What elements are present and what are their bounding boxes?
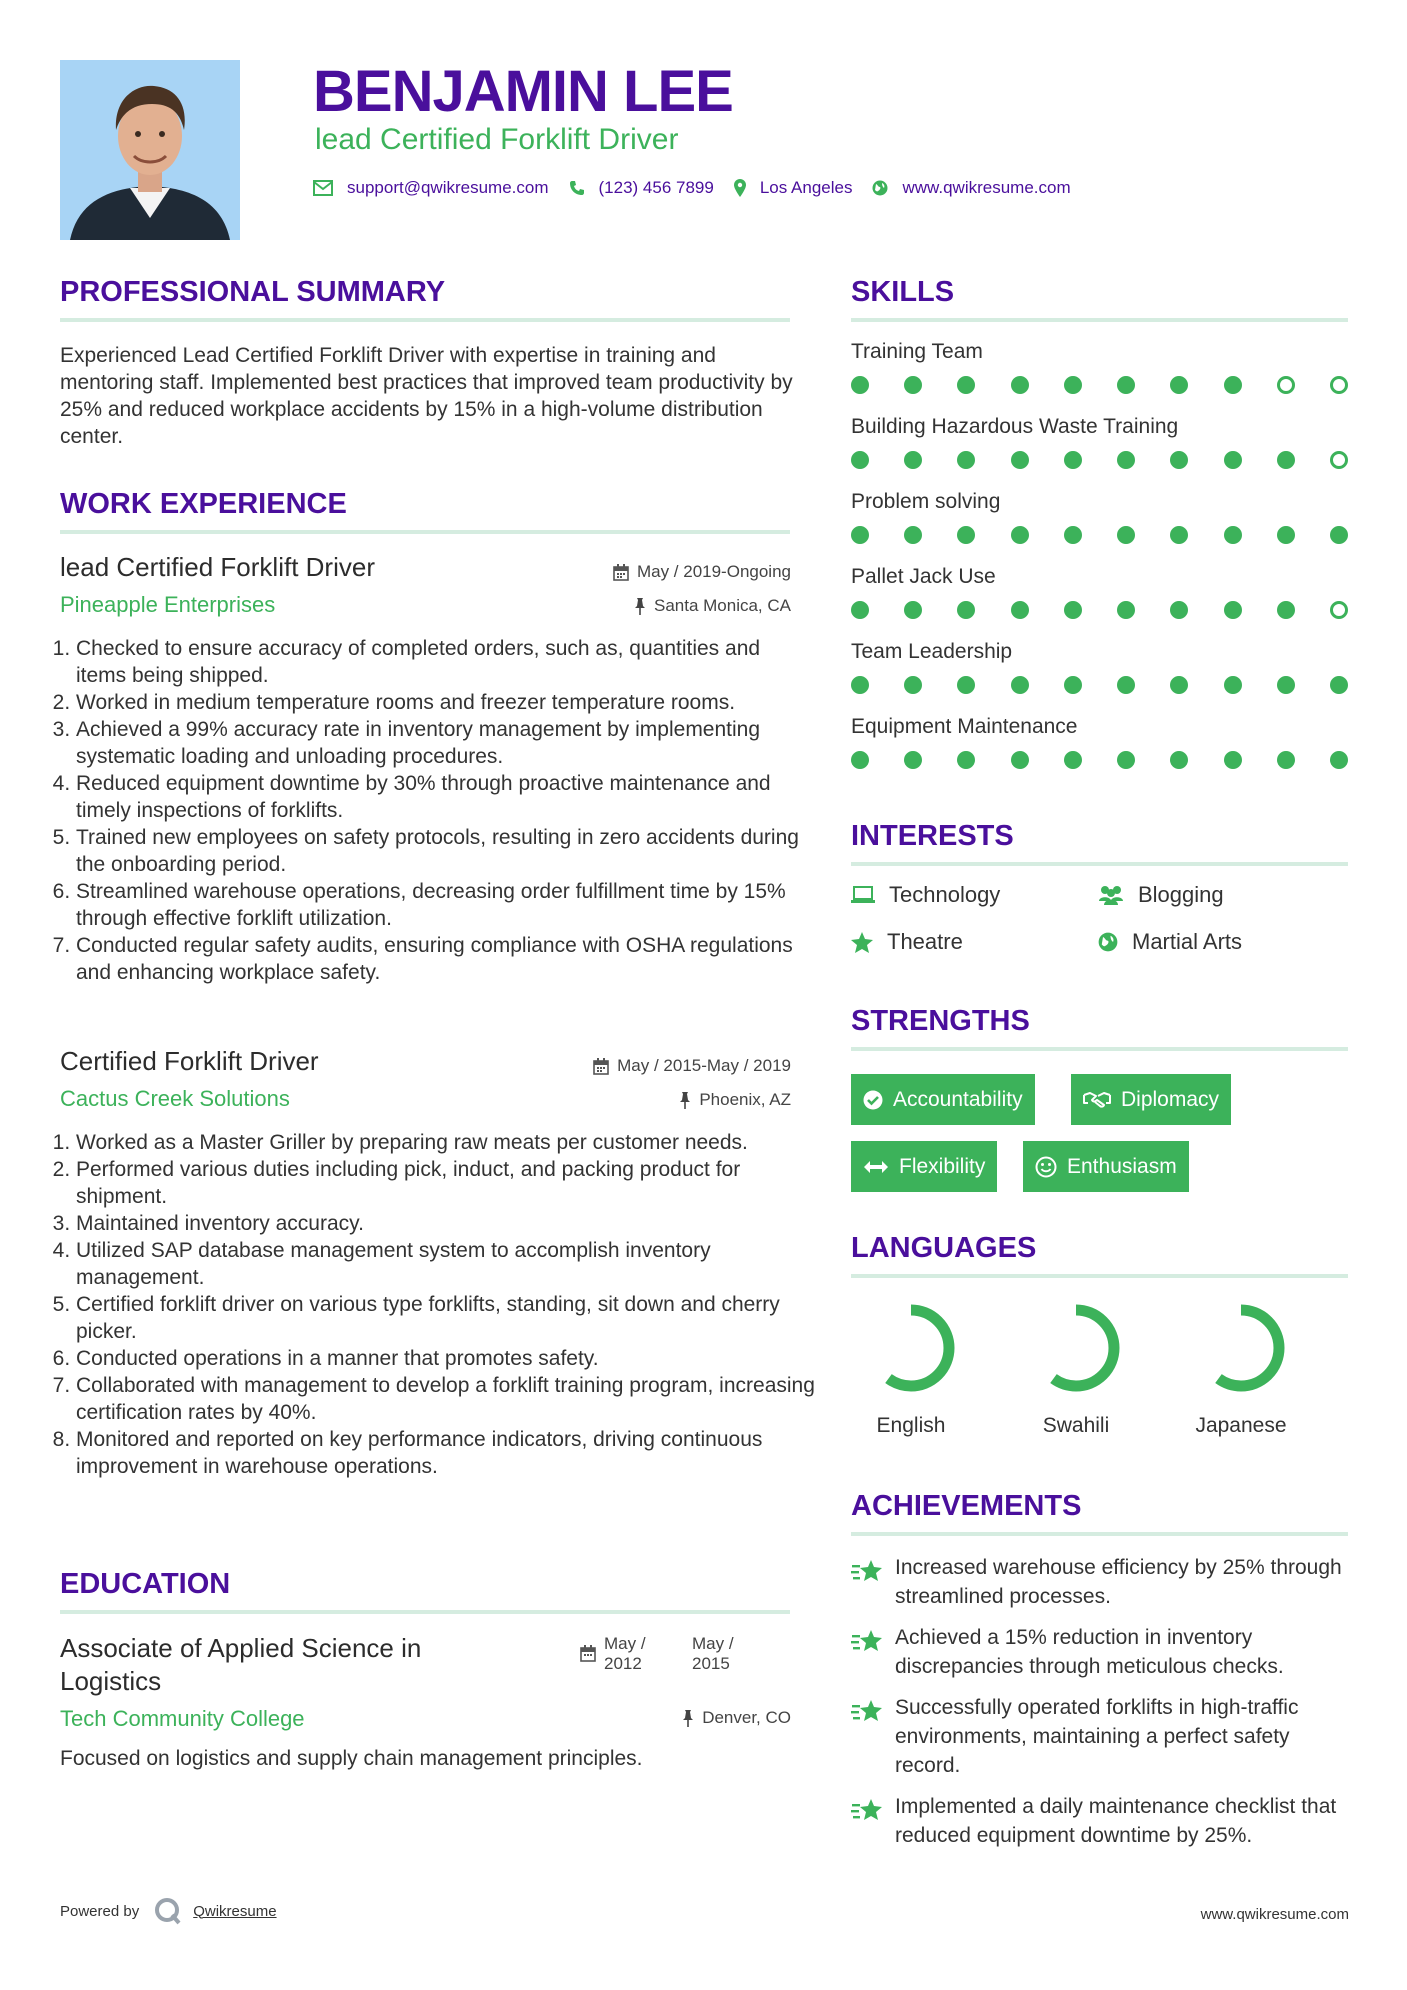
phone-text: (123) 456 7899: [598, 178, 714, 197]
strength-label: Enthusiasm: [1067, 1154, 1177, 1178]
job-responsibilities: [58, 1129, 816, 1480]
rating-dot-filled: [1170, 676, 1188, 694]
email-text: support@qwikresume.com: [347, 178, 549, 197]
rating-dot-empty: [1330, 376, 1348, 394]
shooting-star-icon: [851, 1627, 883, 1653]
rating-dot-filled: [1224, 676, 1242, 694]
skill-name: Pallet Jack Use: [851, 565, 996, 588]
list-item: 6. Streamlined warehouse operations, decreasing order fulfillment time by 15% through effective forklift utilization.: [76, 878, 816, 932]
skill-row: [851, 415, 1348, 490]
skill-name: Team Leadership: [851, 640, 1013, 663]
location-text: Los Angeles: [759, 178, 853, 197]
achievement-text: Achieved a 15% reduction in inventory discrepancies through meticulous checks.: [895, 1626, 1284, 1678]
person-avatar-icon: [60, 60, 240, 240]
smile-icon: [1035, 1156, 1057, 1178]
rating-dot-filled: [1224, 451, 1242, 469]
job-location-text: Santa Monica, CA: [653, 596, 791, 615]
rating-dot-filled: [1170, 526, 1188, 544]
skill-rating: [851, 751, 1348, 769]
list-item: 4. Utilized SAP database management system to accomplish inventory management.: [76, 1237, 816, 1291]
rating-dot-filled: [1117, 751, 1135, 769]
strengths-divider: [851, 1047, 1348, 1051]
rating-dot-empty: [1330, 451, 1348, 469]
job-dates-text: May / 2019-Ongoing: [636, 562, 791, 581]
rating-dot-filled: [904, 376, 922, 394]
profile-photo: [60, 60, 240, 240]
strength-badge: [851, 1141, 997, 1192]
achievement-text: Successfully operated forklifts in high-traffic environments, maintaining a perfect safety record.: [895, 1696, 1299, 1777]
summary-heading: PROFESSIONAL SUMMARY: [60, 276, 446, 308]
job-dates: [460, 562, 791, 582]
job-company: Pineapple Enterprises: [60, 592, 276, 617]
education-divider: [60, 1610, 790, 1614]
skill-name: Equipment Maintenance: [851, 715, 1078, 738]
experience-divider: [60, 530, 790, 534]
rating-dot-filled: [1117, 526, 1135, 544]
skill-row: [851, 715, 1348, 790]
school-name: Tech Community College: [60, 1706, 305, 1731]
interests-heading: INTERESTS: [851, 820, 1014, 852]
strength-badge: [851, 1074, 1035, 1125]
laptop-icon: [851, 886, 875, 904]
list-item: 7. Collaborated with management to develop a forklift training program, increasing certification rates by 40%.: [76, 1372, 816, 1426]
qwikresume-logo-icon: [153, 1896, 183, 1926]
rating-dot-filled: [1224, 751, 1242, 769]
rating-dot-filled: [1277, 451, 1295, 469]
summary-divider: [60, 318, 790, 322]
skill-row: [851, 340, 1348, 415]
job-title: lead Certified Forklift Driver: [60, 552, 375, 582]
achievements-divider: [851, 1532, 1348, 1536]
language-ring-arc: [1038, 1310, 1114, 1386]
rating-dot-filled: [957, 451, 975, 469]
interest-item: [851, 882, 1000, 908]
rating-dot-filled: [904, 451, 922, 469]
education-location-text: Denver, CO: [702, 1708, 791, 1727]
list-item: 8. Monitored and reported on key performance indicators, driving continuous improvement in warehouse operations.: [76, 1426, 816, 1480]
rating-dot-filled: [957, 676, 975, 694]
pin-icon: [679, 1092, 691, 1109]
rating-dot-filled: [851, 376, 869, 394]
pin-icon: [682, 1710, 694, 1727]
rating-dot-filled: [904, 676, 922, 694]
skill-row: [851, 565, 1348, 640]
rating-dot-filled: [1170, 376, 1188, 394]
rating-dot-filled: [1011, 526, 1029, 544]
rating-dot-filled: [1170, 601, 1188, 619]
calendar-icon: [613, 564, 629, 581]
candidate-title: lead Certified Forklift Driver: [315, 123, 679, 156]
skill-rating: [851, 526, 1348, 544]
skills-divider: [851, 318, 1348, 322]
education-end: [692, 1634, 772, 1674]
brand-link[interactable]: Qwikresume: [193, 1902, 277, 1920]
list-item: 2. Performed various duties including pick, induct, and packing product for shipment.: [76, 1156, 816, 1210]
shooting-star-icon: [851, 1796, 883, 1822]
list-item: 3. Achieved a 99% accuracy rate in inventory management by implementing systematic loading and unloading procedures.: [76, 716, 816, 770]
interest-item: [1098, 882, 1224, 908]
contact-phone[interactable]: [569, 178, 714, 198]
rating-dot-filled: [1277, 751, 1295, 769]
rating-dot-filled: [1277, 526, 1295, 544]
language-name: Japanese: [1195, 1414, 1287, 1437]
job-location: [460, 1090, 791, 1110]
list-item: 2. Worked in medium temperature rooms and freezer temperature rooms.: [76, 689, 816, 716]
rating-dot-filled: [1064, 676, 1082, 694]
star-icon: [851, 932, 873, 953]
interest-label: Theatre: [887, 929, 963, 954]
footer-website[interactable]: www.qwikresume.com: [1200, 1906, 1349, 1923]
interests-divider: [851, 862, 1348, 866]
education-end-month: May /: [692, 1634, 734, 1653]
achievement-text: Increased warehouse efficiency by 25% through streamlined processes.: [895, 1556, 1342, 1608]
achievement-text: Implemented a daily maintenance checklist that reduced equipment downtime by 25%.: [895, 1795, 1337, 1847]
powered-by-text: Powered by: [60, 1902, 140, 1920]
users-icon: [1098, 885, 1124, 905]
skill-rating: [851, 676, 1348, 694]
rating-dot-filled: [1224, 376, 1242, 394]
list-item: 1. Checked to ensure accuracy of completed orders, such as, quantities and items being shipped.: [76, 635, 816, 689]
interest-label: Technology: [889, 882, 1001, 907]
education-dates: [580, 1634, 772, 1674]
rating-dot-filled: [1330, 676, 1348, 694]
interest-item: [851, 929, 963, 955]
rating-dot-filled: [1117, 451, 1135, 469]
strength-label: Flexibility: [899, 1154, 986, 1178]
language-item: [841, 1298, 981, 1438]
languages-divider: [851, 1274, 1348, 1278]
achievements-list: [851, 1553, 1351, 1862]
languages-list: [841, 1298, 1361, 1448]
rating-dot-filled: [1330, 751, 1348, 769]
achievement-item: [851, 1693, 1351, 1780]
languages-heading: LANGUAGES: [851, 1232, 1037, 1264]
skills-heading: SKILLS: [851, 276, 955, 308]
shooting-star-icon: [851, 1557, 883, 1583]
rating-dot-filled: [1064, 376, 1082, 394]
strength-label: Accountability: [893, 1087, 1023, 1111]
calendar-icon: [593, 1058, 609, 1075]
map-marker-icon: [734, 179, 746, 197]
rating-dot-filled: [1224, 601, 1242, 619]
language-ring-arc: [873, 1310, 949, 1386]
list-item: 7. Conducted regular safety audits, ensuring compliance with OSHA regulations and enhancing workplace safety.: [76, 932, 816, 986]
rating-dot-filled: [1064, 751, 1082, 769]
check-circle-icon: [863, 1090, 883, 1110]
phone-icon: [569, 180, 585, 196]
rating-dot-filled: [1117, 676, 1135, 694]
skill-rating: [851, 451, 1348, 469]
skill-name: Training Team: [851, 340, 983, 363]
pin-icon: [634, 598, 646, 615]
skill-name: Building Hazardous Waste Training: [851, 415, 1179, 438]
rating-dot-filled: [1064, 526, 1082, 544]
list-item: 3. Maintained inventory accuracy.: [76, 1210, 816, 1237]
rating-dot-filled: [851, 676, 869, 694]
list-item: 4. Reduced equipment downtime by 30% through proactive maintenance and timely inspections of forklifts.: [76, 770, 816, 824]
rating-dot-filled: [1117, 376, 1135, 394]
rating-dot-filled: [851, 751, 869, 769]
achievement-item: [851, 1553, 1351, 1611]
rating-dot-filled: [1117, 601, 1135, 619]
language-item: [1006, 1298, 1146, 1438]
website-text: www.qwikresume.com: [902, 178, 1071, 197]
rating-dot-filled: [904, 526, 922, 544]
interest-label: Blogging: [1138, 882, 1224, 907]
rating-dot-filled: [957, 601, 975, 619]
language-name: English: [876, 1414, 946, 1437]
contact-email[interactable]: [313, 178, 549, 198]
shooting-star-icon: [851, 1697, 883, 1723]
skill-rating: [851, 601, 1348, 619]
rating-dot-filled: [1011, 376, 1029, 394]
language-ring-arc: [1203, 1310, 1279, 1386]
job-location: [460, 596, 791, 616]
calendar-icon: [580, 1645, 596, 1662]
rating-dot-filled: [851, 601, 869, 619]
job-dates: [460, 1056, 791, 1076]
footer-powered-by: [60, 1896, 277, 1926]
education-start-month: May /: [604, 1634, 646, 1653]
job-company: Cactus Creek Solutions: [60, 1086, 290, 1111]
skill-row: [851, 640, 1348, 715]
rating-dot-filled: [851, 451, 869, 469]
contact-bar: [313, 178, 1091, 198]
strength-badge: [1023, 1141, 1189, 1192]
summary-text: Experienced Lead Certified Forklift Driver with expertise in training and mentoring staff. Implemented best practices that improved team productivity by 25% and reduced workplace accidents by 15% in a high-volume distribution center.: [60, 344, 793, 448]
rating-dot-filled: [957, 526, 975, 544]
achievements-heading: ACHIEVEMENTS: [851, 1490, 1082, 1522]
education-description: Focused on logistics and supply chain management principles.: [60, 1747, 643, 1770]
rating-dot-empty: [1277, 376, 1295, 394]
rating-dot-filled: [1011, 676, 1029, 694]
skill-row: [851, 490, 1348, 565]
job-dates-text: May / 2015-May / 2019: [617, 1056, 791, 1075]
rating-dot-filled: [1011, 451, 1029, 469]
rating-dot-filled: [957, 751, 975, 769]
candidate-name: BENJAMIN LEE: [313, 59, 733, 124]
rating-dot-filled: [851, 526, 869, 544]
education-start: [604, 1634, 692, 1674]
education-start-year: 2012: [604, 1654, 642, 1673]
rating-dot-filled: [1277, 601, 1295, 619]
list-item: 6. Conducted operations in a manner that promotes safety.: [76, 1345, 816, 1372]
rating-dot-filled: [1064, 451, 1082, 469]
rating-dot-filled: [1011, 601, 1029, 619]
strengths-heading: STRENGTHS: [851, 1005, 1030, 1037]
language-item: [1171, 1298, 1311, 1438]
rating-dot-filled: [1170, 751, 1188, 769]
rating-dot-filled: [957, 376, 975, 394]
degree-title: Associate of Applied Science in Logistics: [60, 1633, 422, 1696]
language-ring: [1191, 1298, 1291, 1398]
contact-website[interactable]: [872, 178, 1070, 198]
education-heading: EDUCATION: [60, 1568, 231, 1600]
rating-dot-filled: [904, 601, 922, 619]
skill-name: Problem solving: [851, 490, 1001, 513]
rating-dot-filled: [1011, 751, 1029, 769]
job-responsibilities: [58, 635, 816, 986]
globe-icon: [1098, 932, 1118, 952]
globe-icon: [872, 180, 888, 196]
rating-dot-filled: [1224, 526, 1242, 544]
handshake-icon: [1083, 1091, 1111, 1109]
skill-rating: [851, 376, 1348, 394]
interest-item: [1098, 929, 1242, 955]
list-item: 5. Trained new employees on safety protocols, resulting in zero accidents during the onboarding period.: [76, 824, 816, 878]
rating-dot-filled: [1170, 451, 1188, 469]
rating-dot-filled: [1330, 526, 1348, 544]
achievement-item: [851, 1623, 1351, 1681]
language-name: Swahili: [1042, 1414, 1110, 1437]
list-item: 5. Certified forklift driver on various type forklifts, standing, sit down and cherry picker.: [76, 1291, 816, 1345]
language-ring: [1026, 1298, 1126, 1398]
rating-dot-filled: [904, 751, 922, 769]
education-end-year: 2015: [692, 1654, 730, 1673]
rating-dot-filled: [1277, 676, 1295, 694]
envelope-icon: [313, 180, 333, 196]
arrows-horizontal-icon: [863, 1160, 889, 1174]
contact-location: [734, 178, 853, 198]
strength-badge: [1071, 1074, 1231, 1125]
achievement-item: [851, 1792, 1351, 1850]
experience-heading: WORK EXPERIENCE: [60, 488, 347, 520]
list-item: 1. Worked as a Master Griller by preparing raw meats per customer needs.: [76, 1129, 816, 1156]
skills-list: [851, 340, 1348, 790]
strength-label: Diplomacy: [1121, 1087, 1220, 1111]
education-location: [460, 1708, 791, 1728]
rating-dot-filled: [1064, 601, 1082, 619]
job-title: Certified Forklift Driver: [60, 1046, 319, 1076]
rating-dot-empty: [1330, 601, 1348, 619]
job-location-text: Phoenix, AZ: [699, 1090, 791, 1109]
interest-label: Martial Arts: [1132, 929, 1243, 954]
language-ring: [861, 1298, 961, 1398]
